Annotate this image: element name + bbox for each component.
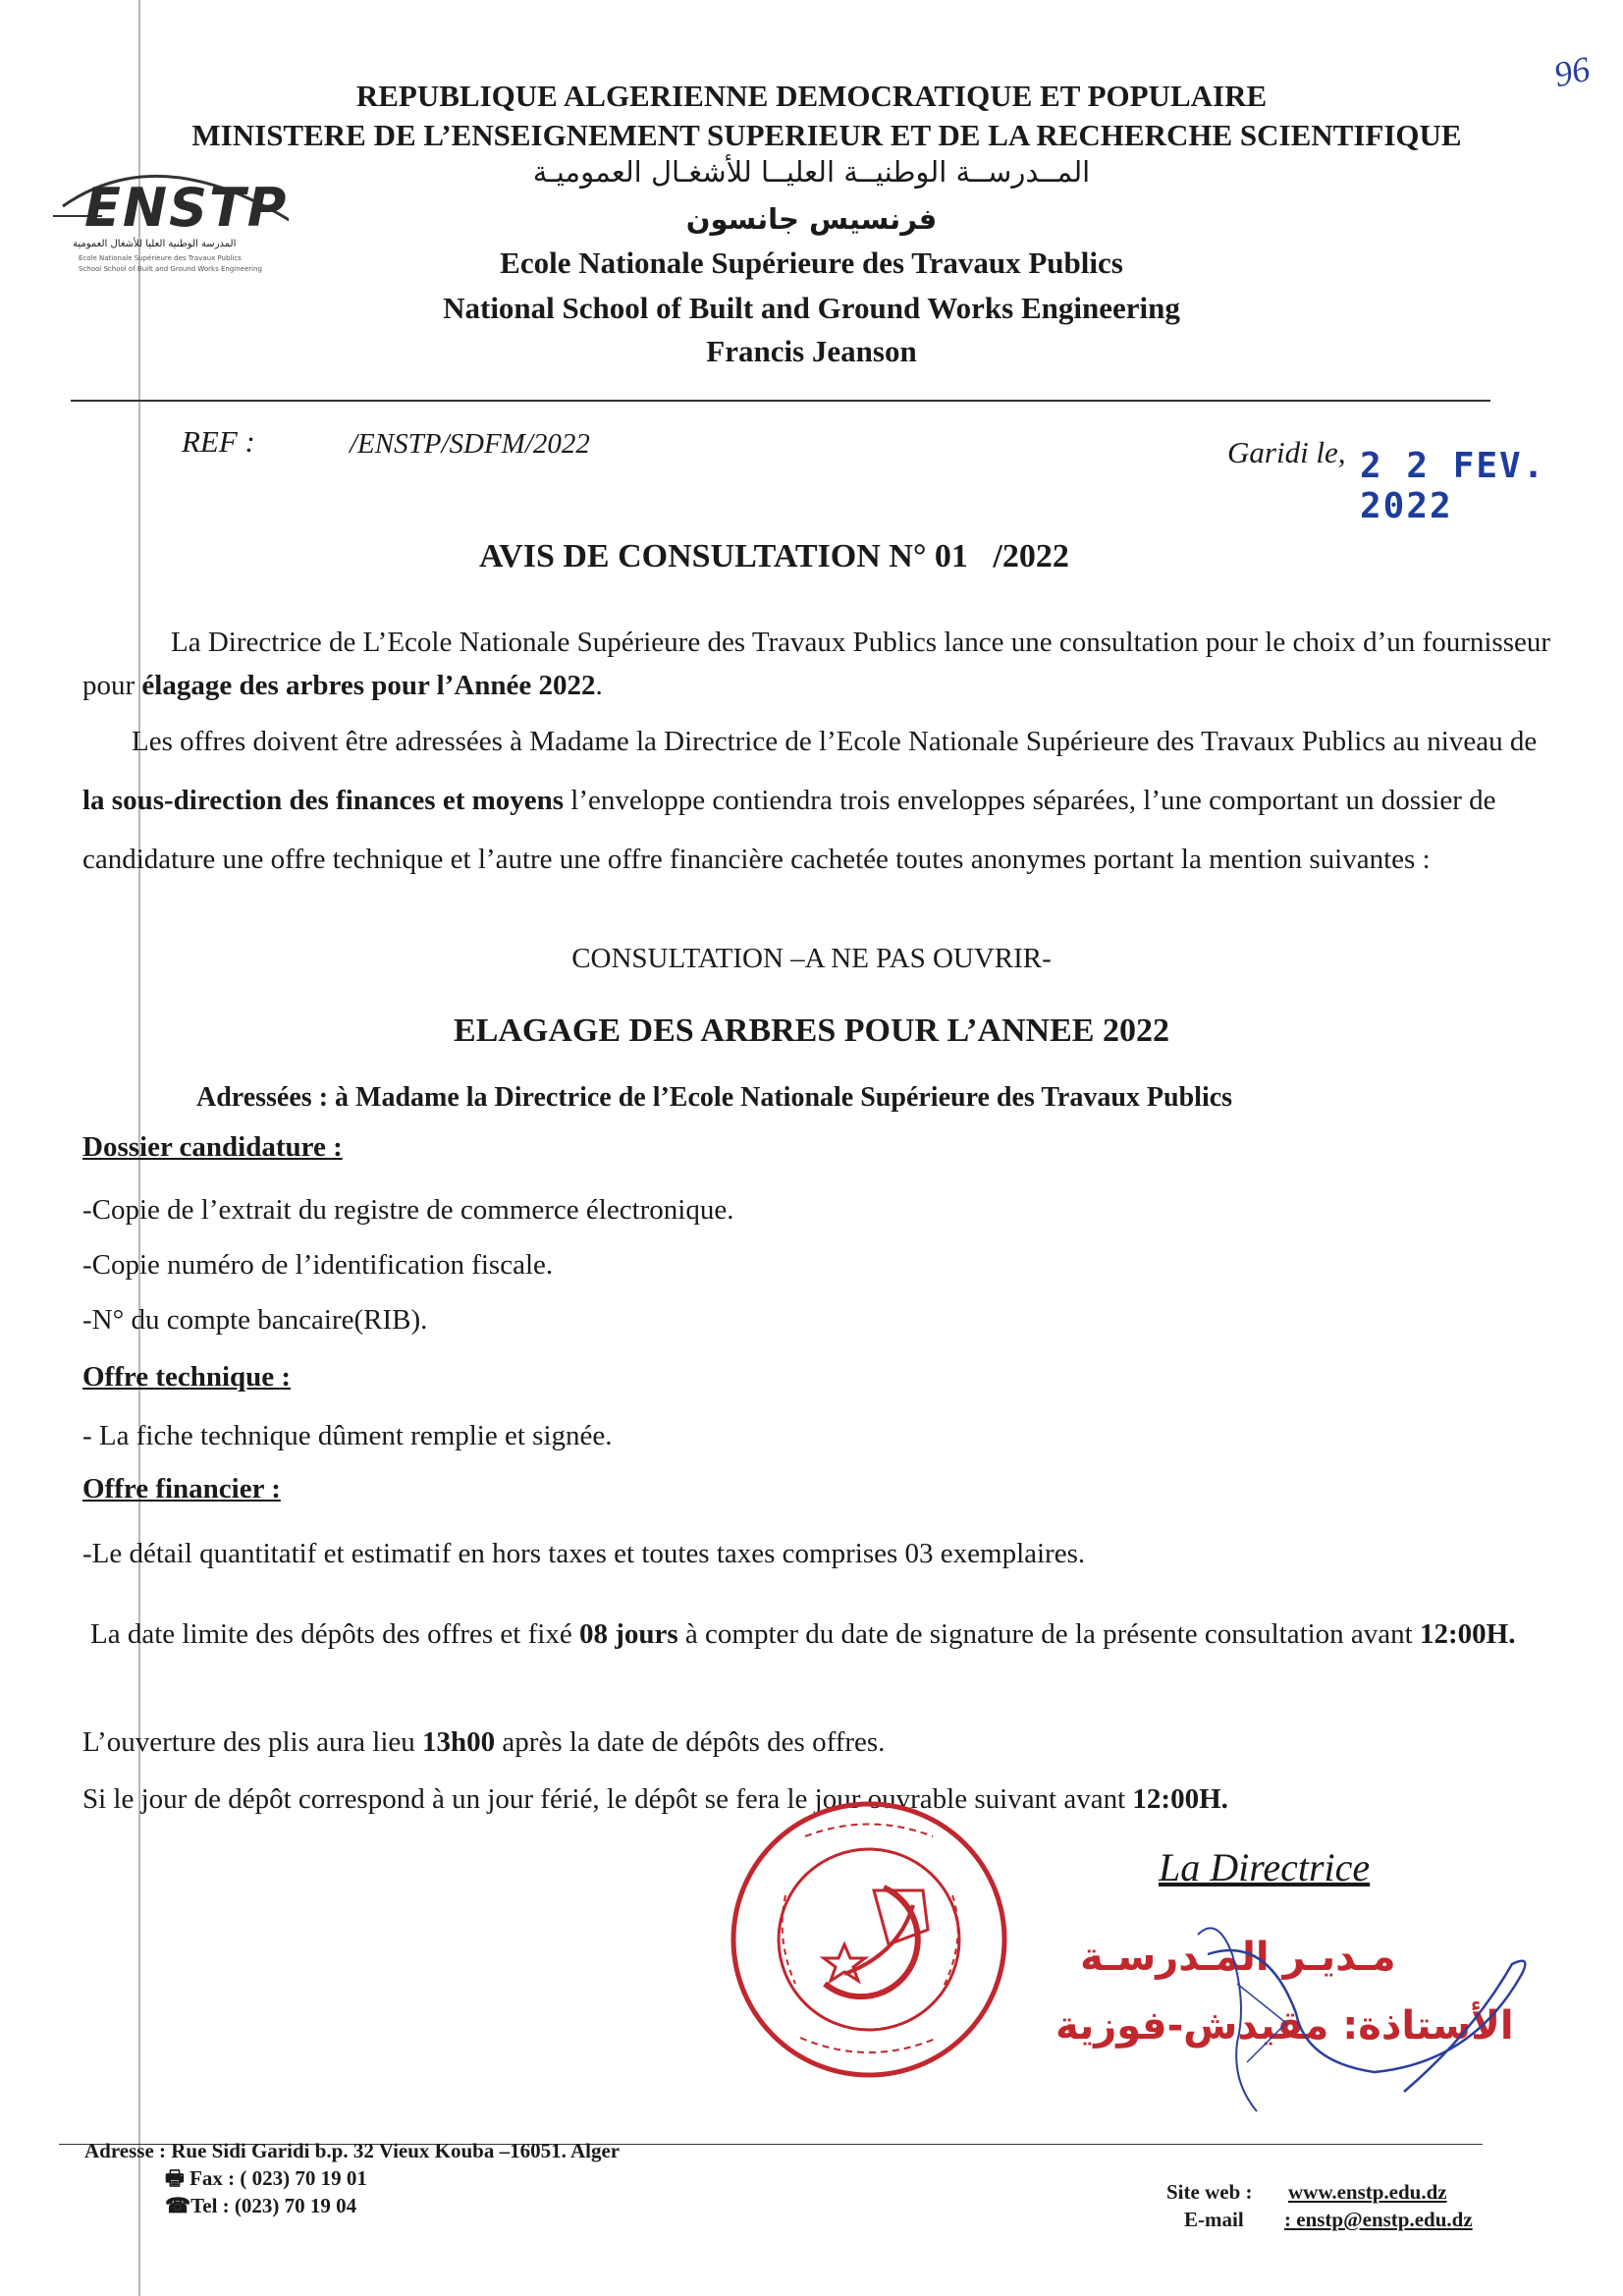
signature-arabic-name: الأستاذة: مقيدش-فوزية (1055, 2003, 1514, 2049)
deadline-days: 08 jours (578, 1618, 678, 1650)
logo-arabic: المدرسة الوطنية العليا للأشغال العمومية (73, 239, 237, 249)
header-school-name: Francis Jeanson (706, 334, 917, 368)
fax-icon: 🖶 (165, 2166, 185, 2190)
signature-title: La Directrice (1159, 1845, 1371, 1889)
addressee-line: Adressées : à Madame la Directrice de l’Ecole Nationale Supérieure des Travaux Publics (196, 1082, 1233, 1113)
notice-title: AVIS DE CONSULTATION N° 01 /2022 (479, 538, 1069, 574)
offers-end: l’enveloppe contiendra trois enveloppes séparées, l’une comportant un dossier de candidature une offre technique et l’autre une offre financière cachetée toutes anonymes portant la mention suivantes : (82, 785, 1496, 875)
logo-subtitle-1: Ecole Nationale Supérieure des Travaux Publics (79, 254, 242, 262)
intro-bold: élagage des arbres pour l’Année 2022 (141, 670, 596, 701)
signature-arabic-role: مـديـر المـدرسـة (1080, 1935, 1396, 1980)
paragraph-offers (82, 712, 1565, 889)
dossier-item-3: -N° du compte bancaire(RIB). (82, 1304, 428, 1336)
offre-financier-heading: Offre financier : (82, 1473, 281, 1504)
footer-email-label: E-mail (1184, 2208, 1244, 2231)
ref-value: /ENSTP/SDFM/2022 (350, 428, 590, 460)
holiday-time: 12:00H. (1132, 1783, 1228, 1815)
deadline-time: 12:00H. (1420, 1618, 1516, 1650)
date-place: Garidi le, (1227, 435, 1346, 469)
subject-heading: ELAGAGE DES ARBRES POUR L’ANNEE 2022 (454, 1012, 1169, 1049)
offre-financier-item: -Le détail quantitatif et estimatif en hors taxes et toutes taxes comprises 03 exemplaires. (82, 1538, 1086, 1569)
logo-subtitle-2: School School of Built and Ground Works Engineering (79, 265, 262, 273)
logo-acronym: ENSTP (84, 177, 289, 239)
ref-label: REF : (182, 424, 255, 459)
opening-end: après la date de dépôts des offres. (495, 1726, 886, 1758)
offre-technique-item: - La fiche technique dûment remplie et signée. (82, 1420, 613, 1451)
holiday-text: Si le jour de dépôt correspond à un jour férié, le dépôt se fera le jour ouvrable suivant avant (82, 1783, 1133, 1815)
handwritten-signature (1178, 1895, 1551, 2121)
fax-number: Fax : ( 023) 70 19 01 (189, 2166, 367, 2190)
footer-address: Adresse : Rue Sidi Garidi b.p. 32 Vieux Kouba –16051. Alger (84, 2139, 621, 2162)
opening-paragraph (82, 1721, 885, 1764)
holiday-paragraph (82, 1777, 1228, 1821)
offers-text: Les offres doivent être adressées à Madame la Directrice de l’Ecole Nationale Supérieure des Travaux Publics au niveau de (132, 726, 1538, 757)
offers-bold: la sous-direction des finances et moyens (82, 785, 565, 816)
deadline-paragraph (82, 1611, 1555, 1658)
mention-line: CONSULTATION –A NE PAS OUVRIR- (571, 943, 1052, 974)
intro-end: . (595, 670, 603, 701)
footer-fax (165, 2164, 367, 2192)
corner-page-mark: 96 (1550, 48, 1594, 95)
header-republic: REPUBLIQUE ALGERIENNE DEMOCRATIQUE ET POPULAIRE (355, 79, 1268, 113)
deadline-mid: à compter du date de signature de la présente consultation avant (677, 1618, 1420, 1650)
footer-web-link[interactable]: www.enstp.edu.dz (1288, 2180, 1447, 2204)
header-arabic-school: المــدرســة الوطنيــة العليــا للأشغـال العموميـة (532, 155, 1091, 189)
dossier-item-1: -Copie de l’extrait du registre de commerce électronique. (82, 1194, 734, 1226)
opening-time: 13h00 (422, 1726, 496, 1758)
dossier-item-2: -Copie numéro de l’identification fiscale. (82, 1249, 554, 1281)
intro-text: La Directrice de L’Ecole Nationale Supérieure des Travaux Publics lance une consultation pour le choix d’un fournisseur pour (82, 627, 1551, 701)
header-school-en: National School of Built and Ground Works Engineering (443, 291, 1180, 325)
phone-icon: ☎ (165, 2194, 191, 2217)
official-seal (727, 1797, 1011, 2082)
date-stamp: 2 2 FEV. 2022 (1360, 446, 1546, 526)
header-school-fr: Ecole Nationale Supérieure des Travaux Publics (500, 246, 1123, 280)
header-ministry: MINISTERE DE L’ENSEIGNEMENT SUPERIEUR ET DE LA RECHERCHE SCIENTIFIQUE (191, 118, 1462, 152)
dossier-heading: Dossier candidature : (82, 1131, 343, 1163)
header-arabic-name: فرنسيس جانسون (685, 202, 938, 236)
deadline-text: La date limite des dépôts des offres et fixé (90, 1618, 579, 1650)
paragraph-intro (82, 621, 1555, 707)
footer-web-label: Site web : (1166, 2180, 1253, 2204)
offre-technique-heading: Offre technique : (82, 1361, 292, 1393)
footer-tel (165, 2192, 356, 2219)
tel-number: Tel : (023) 70 19 04 (190, 2194, 357, 2217)
footer-email-link[interactable]: : enstp@enstp.edu.dz (1284, 2208, 1473, 2231)
opening-text: L’ouverture des plis aura lieu (82, 1726, 423, 1758)
header-divider (71, 400, 1490, 402)
